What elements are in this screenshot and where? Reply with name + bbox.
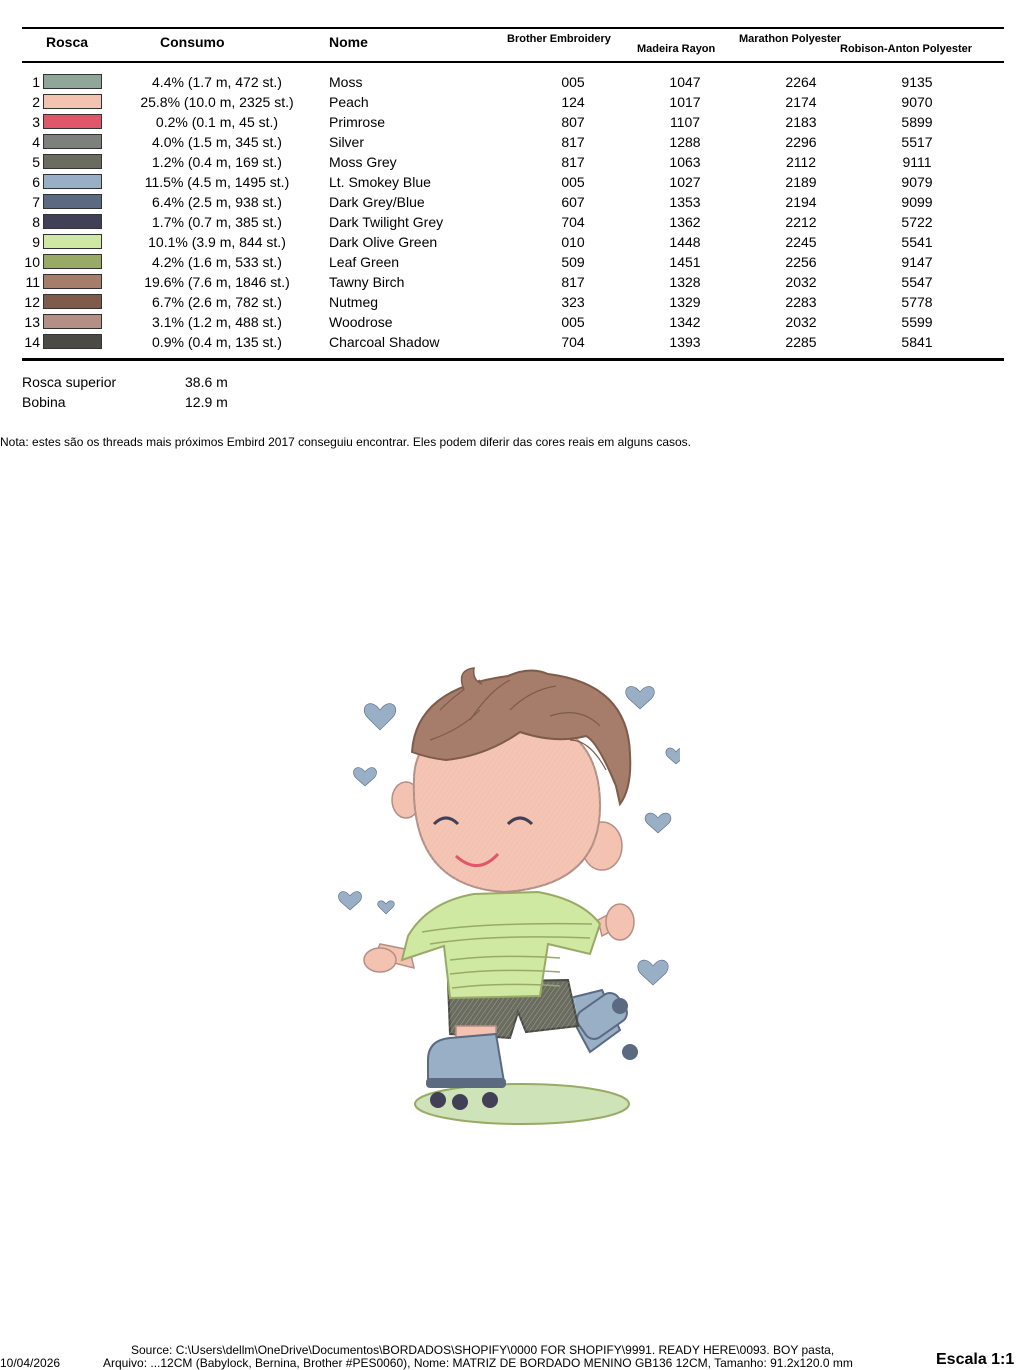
- brother-code: 005: [561, 174, 585, 190]
- color-swatch: [43, 214, 102, 229]
- madeira-code: 1329: [669, 294, 701, 310]
- madeira-code: 1353: [669, 194, 701, 210]
- thread-number: 1: [32, 74, 40, 90]
- thread-consumption: 6.4% (2.5 m, 938 st.): [152, 194, 282, 210]
- marathon-code: 2256: [785, 254, 817, 270]
- brother-code: 817: [561, 134, 585, 150]
- table-row: [0, 172, 1024, 192]
- marathon-code: 2032: [785, 274, 817, 290]
- brother-code: 010: [561, 234, 585, 250]
- thread-consumption: 6.7% (2.6 m, 782 st.): [152, 294, 282, 310]
- brother-code: 817: [561, 154, 585, 170]
- table-row: [0, 232, 1024, 252]
- thread-number: 11: [25, 274, 40, 290]
- thread-name: Moss: [329, 74, 363, 90]
- robison-code: 5841: [901, 334, 933, 350]
- robison-code: 9079: [901, 174, 933, 190]
- table-row: [0, 332, 1024, 352]
- header-robison: Robison-Anton Polyester: [840, 43, 973, 55]
- brother-code: 124: [561, 94, 585, 110]
- header-nome: Nome: [329, 34, 368, 50]
- color-swatch: [43, 334, 102, 349]
- header-rosca: Rosca: [46, 34, 89, 50]
- table-row: [0, 292, 1024, 312]
- color-swatch: [43, 74, 102, 89]
- robison-code: 5547: [901, 274, 933, 290]
- disclaimer-note: Nota: estes são os threads mais próximos Embird 2017 conseguiu encontrar. Eles podem diferir das cores reais em alguns casos.: [0, 435, 692, 449]
- brother-code: 807: [561, 114, 585, 130]
- thread-name: Dark Olive Green: [329, 234, 438, 250]
- table-bottom-rule: [22, 358, 1004, 361]
- brother-code: 607: [561, 194, 585, 210]
- robison-code: 9099: [901, 194, 933, 210]
- color-swatch: [43, 234, 102, 249]
- marathon-code: 2296: [785, 134, 817, 150]
- table-row: [0, 192, 1024, 212]
- thread-name: Tawny Birch: [329, 274, 405, 290]
- thread-consumption: 0.2% (0.1 m, 45 st.): [155, 114, 279, 130]
- madeira-code: 1047: [669, 74, 701, 90]
- thread-number: 4: [32, 134, 40, 150]
- thread-consumption: 25.8% (10.0 m, 2325 st.): [140, 94, 294, 110]
- table-row: [0, 212, 1024, 232]
- thread-name: Silver: [329, 134, 365, 150]
- brother-code: 323: [561, 294, 585, 310]
- brother-code: 005: [561, 74, 585, 90]
- thread-number: 10: [24, 254, 40, 270]
- table-row: [0, 152, 1024, 172]
- thread-name: Nutmeg: [329, 294, 379, 310]
- marathon-code: 2189: [785, 174, 817, 190]
- brother-code: 005: [561, 314, 585, 330]
- header-rule: [22, 61, 1004, 63]
- footer-source: Source: C:\Users\dellm\OneDrive\Documentos\BORDADOS\SHOPIFY\0000 FOR SHOPIFY\9991. READY HERE\0093. BOY pasta,: [131, 1343, 835, 1357]
- color-swatch: [43, 94, 102, 109]
- marathon-code: 2174: [785, 94, 817, 110]
- thread-name: Lt. Smokey Blue: [329, 174, 431, 190]
- color-swatch: [43, 254, 102, 269]
- brother-code: 704: [561, 214, 585, 230]
- header-marathon: Marathon Polyester: [739, 33, 842, 45]
- color-swatch: [43, 154, 102, 169]
- summary-top-value: 38.6 m: [185, 374, 228, 390]
- thread-number: 8: [32, 214, 40, 230]
- marathon-code: 2194: [785, 194, 817, 210]
- brother-code: 817: [561, 274, 585, 290]
- robison-code: 5599: [901, 314, 933, 330]
- embroidery-design-image: [330, 660, 680, 1140]
- thread-consumption: 19.6% (7.6 m, 1846 st.): [144, 274, 290, 290]
- madeira-code: 1448: [669, 234, 701, 250]
- robison-code: 9135: [901, 74, 933, 90]
- thread-consumption: 1.7% (0.7 m, 385 st.): [152, 214, 282, 230]
- table-row: [0, 272, 1024, 292]
- marathon-code: 2212: [785, 214, 817, 230]
- robison-code: 5517: [901, 134, 933, 150]
- thread-number: 6: [32, 174, 40, 190]
- thread-number: 12: [24, 294, 40, 310]
- thread-consumption: 3.1% (1.2 m, 488 st.): [152, 314, 282, 330]
- color-swatch: [43, 294, 102, 309]
- madeira-code: 1328: [669, 274, 701, 290]
- marathon-code: 2285: [785, 334, 817, 350]
- marathon-code: 2032: [785, 314, 817, 330]
- thread-consumption: 0.9% (0.4 m, 135 st.): [152, 334, 282, 350]
- thread-name: Charcoal Shadow: [329, 334, 440, 350]
- robison-code: 9147: [901, 254, 933, 270]
- marathon-code: 2183: [785, 114, 817, 130]
- robison-code: 5899: [901, 114, 933, 130]
- marathon-code: 2112: [785, 154, 817, 170]
- table-top-rule: [22, 27, 1004, 29]
- thread-name: Woodrose: [329, 314, 393, 330]
- color-swatch: [43, 274, 102, 289]
- thread-number: 7: [32, 194, 40, 210]
- table-row: [0, 312, 1024, 332]
- madeira-code: 1451: [669, 254, 701, 270]
- marathon-code: 2283: [785, 294, 817, 310]
- madeira-code: 1342: [669, 314, 701, 330]
- brother-code: 509: [561, 254, 585, 270]
- madeira-code: 1362: [669, 214, 701, 230]
- thread-name: Primrose: [329, 114, 386, 130]
- thread-name: Leaf Green: [329, 254, 400, 270]
- thread-consumption: 4.0% (1.5 m, 345 st.): [152, 134, 282, 150]
- footer-date: 10/04/2026: [0, 1356, 61, 1370]
- marathon-code: 2245: [785, 234, 817, 250]
- thread-number: 2: [32, 94, 40, 110]
- madeira-code: 1017: [669, 94, 701, 110]
- color-swatch: [43, 134, 102, 149]
- footer-file: Arquivo: ...12CM (Babylock, Bernina, Brother #PES0060), Nome: MATRIZ DE BORDADO MENINO GB136 12CM, Tamanho: 91.2x120.0 mm: [103, 1356, 853, 1370]
- summary-bobbin-label: Bobina: [22, 394, 66, 410]
- robison-code: 9070: [901, 94, 933, 110]
- thread-number: 13: [24, 314, 40, 330]
- madeira-code: 1288: [669, 134, 701, 150]
- thread-name: Dark Twilight Grey: [329, 214, 444, 230]
- madeira-code: 1393: [669, 334, 701, 350]
- thread-consumption: 11.5% (4.5 m, 1495 st.): [144, 174, 290, 190]
- table-row: [0, 92, 1024, 112]
- robison-code: 5778: [901, 294, 933, 310]
- thread-number: 14: [24, 334, 40, 350]
- color-swatch: [43, 174, 102, 189]
- thread-name: Peach: [329, 94, 369, 110]
- thread-number: 3: [32, 114, 40, 130]
- table-row: [0, 72, 1024, 92]
- robison-code: 5722: [901, 214, 933, 230]
- madeira-code: 1027: [669, 174, 701, 190]
- brother-code: 704: [561, 334, 585, 350]
- madeira-code: 1063: [669, 154, 701, 170]
- table-row: [0, 252, 1024, 272]
- header-consumo: Consumo: [160, 34, 225, 50]
- color-swatch: [43, 314, 102, 329]
- thread-number: 9: [32, 234, 40, 250]
- thread-number: 5: [32, 154, 40, 170]
- header-brother: Brother Embroidery: [507, 33, 611, 45]
- summary-top-label: Rosca superior: [22, 374, 117, 390]
- thread-name: Dark Grey/Blue: [329, 194, 425, 210]
- color-swatch: [43, 114, 102, 129]
- ground-shadow: [415, 1084, 629, 1124]
- thread-consumption: 1.2% (0.4 m, 169 st.): [152, 154, 282, 170]
- marathon-code: 2264: [785, 74, 817, 90]
- madeira-code: 1107: [669, 114, 701, 130]
- table-row: [0, 112, 1024, 132]
- thread-consumption: 4.2% (1.6 m, 533 st.): [152, 254, 282, 270]
- robison-code: 9111: [902, 154, 932, 170]
- color-swatch: [43, 194, 102, 209]
- summary-bobbin-value: 12.9 m: [185, 394, 228, 410]
- header-madeira: Madeira Rayon: [637, 43, 716, 55]
- footer-scale: Escala 1:1: [936, 1351, 1015, 1368]
- thread-consumption: 10.1% (3.9 m, 844 st.): [148, 234, 286, 250]
- thread-consumption: 4.4% (1.7 m, 472 st.): [152, 74, 282, 90]
- table-row: [0, 132, 1024, 152]
- robison-code: 5541: [901, 234, 933, 250]
- thread-name: Moss Grey: [329, 154, 397, 170]
